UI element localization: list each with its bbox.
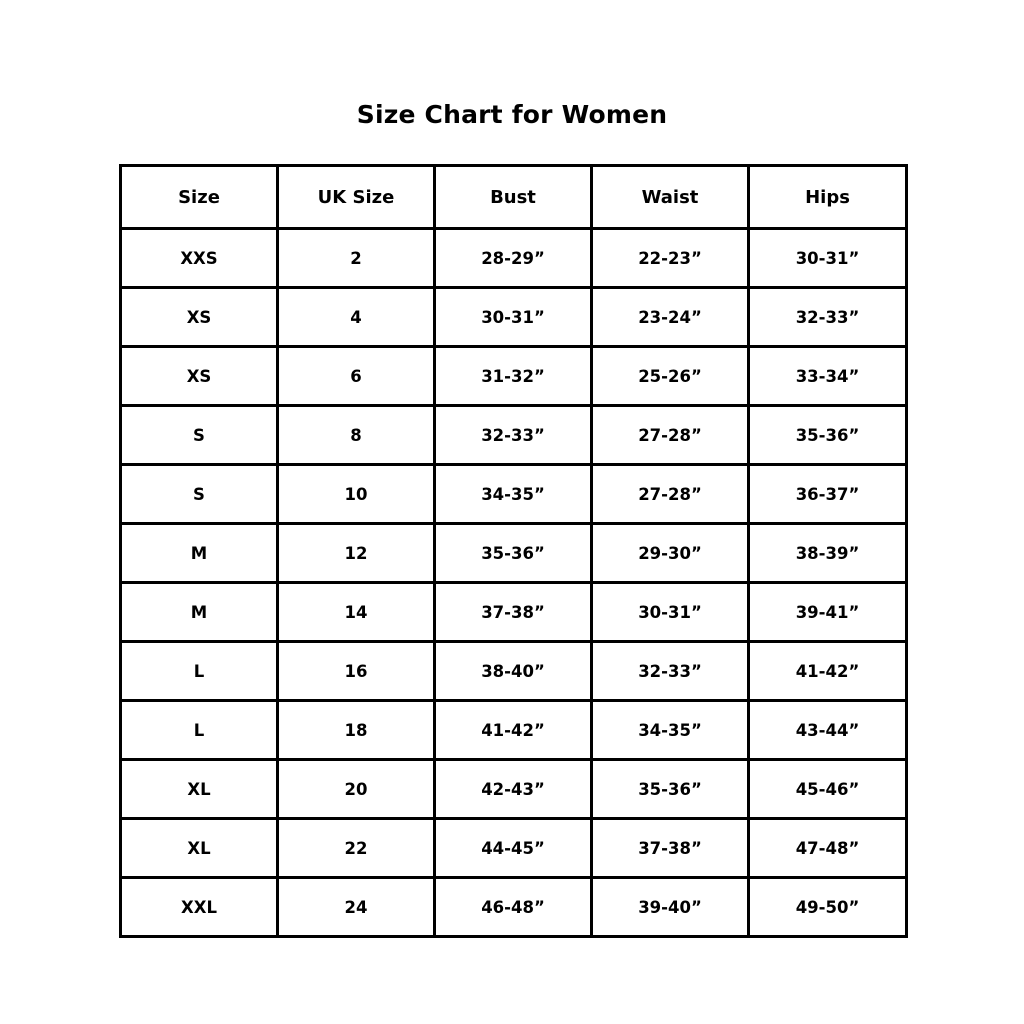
- cell-size: M: [121, 583, 278, 642]
- cell-size: XL: [121, 760, 278, 819]
- table-row: [121, 465, 907, 524]
- cell-uk-size: 24: [278, 878, 435, 937]
- size-chart-table: [119, 164, 908, 938]
- cell-size: XXL: [121, 878, 278, 937]
- cell-uk-size: 8: [278, 406, 435, 465]
- cell-waist: 25-26”: [592, 347, 749, 406]
- cell-bust: 30-31”: [435, 288, 592, 347]
- cell-bust: 41-42”: [435, 701, 592, 760]
- cell-size: M: [121, 524, 278, 583]
- cell-hips: 33-34”: [749, 347, 907, 406]
- table-row: [121, 583, 907, 642]
- cell-waist: 22-23”: [592, 229, 749, 288]
- table-row: [121, 642, 907, 701]
- cell-bust: 37-38”: [435, 583, 592, 642]
- cell-hips: 30-31”: [749, 229, 907, 288]
- column-header-uk-size: UK Size: [278, 166, 435, 229]
- column-header-size: Size: [121, 166, 278, 229]
- cell-waist: 39-40”: [592, 878, 749, 937]
- cell-uk-size: 16: [278, 642, 435, 701]
- cell-size: XS: [121, 288, 278, 347]
- cell-waist: 23-24”: [592, 288, 749, 347]
- cell-bust: 44-45”: [435, 819, 592, 878]
- cell-hips: 47-48”: [749, 819, 907, 878]
- cell-hips: 35-36”: [749, 406, 907, 465]
- cell-waist: 37-38”: [592, 819, 749, 878]
- cell-waist: 29-30”: [592, 524, 749, 583]
- cell-waist: 30-31”: [592, 583, 749, 642]
- cell-uk-size: 6: [278, 347, 435, 406]
- cell-hips: 32-33”: [749, 288, 907, 347]
- table-row: [121, 760, 907, 819]
- cell-size: XS: [121, 347, 278, 406]
- cell-bust: 35-36”: [435, 524, 592, 583]
- cell-bust: 46-48”: [435, 878, 592, 937]
- table-body: [121, 229, 907, 937]
- table-row: [121, 524, 907, 583]
- cell-waist: 32-33”: [592, 642, 749, 701]
- cell-uk-size: 12: [278, 524, 435, 583]
- cell-uk-size: 14: [278, 583, 435, 642]
- cell-size: L: [121, 642, 278, 701]
- page-title: Size Chart for Women: [356, 100, 668, 129]
- cell-uk-size: 10: [278, 465, 435, 524]
- column-header-waist: Waist: [592, 166, 749, 229]
- table-row: [121, 229, 907, 288]
- size-chart-table-wrapper: [119, 164, 905, 938]
- cell-size: L: [121, 701, 278, 760]
- cell-uk-size: 2: [278, 229, 435, 288]
- cell-uk-size: 4: [278, 288, 435, 347]
- cell-uk-size: 18: [278, 701, 435, 760]
- cell-size: S: [121, 406, 278, 465]
- cell-waist: 27-28”: [592, 465, 749, 524]
- cell-bust: 34-35”: [435, 465, 592, 524]
- table-row: [121, 878, 907, 937]
- cell-bust: 32-33”: [435, 406, 592, 465]
- table-header-row: [121, 166, 907, 229]
- table-row: [121, 288, 907, 347]
- cell-hips: 41-42”: [749, 642, 907, 701]
- cell-hips: 36-37”: [749, 465, 907, 524]
- cell-size: XXS: [121, 229, 278, 288]
- cell-bust: 31-32”: [435, 347, 592, 406]
- cell-size: XL: [121, 819, 278, 878]
- cell-bust: 42-43”: [435, 760, 592, 819]
- column-header-hips: Hips: [749, 166, 907, 229]
- table-row: [121, 701, 907, 760]
- cell-size: S: [121, 465, 278, 524]
- cell-hips: 45-46”: [749, 760, 907, 819]
- table-header: [121, 166, 907, 229]
- cell-bust: 38-40”: [435, 642, 592, 701]
- column-header-bust: Bust: [435, 166, 592, 229]
- cell-hips: 49-50”: [749, 878, 907, 937]
- table-row: [121, 819, 907, 878]
- cell-waist: 27-28”: [592, 406, 749, 465]
- cell-waist: 35-36”: [592, 760, 749, 819]
- cell-hips: 38-39”: [749, 524, 907, 583]
- cell-waist: 34-35”: [592, 701, 749, 760]
- cell-bust: 28-29”: [435, 229, 592, 288]
- cell-hips: 39-41”: [749, 583, 907, 642]
- cell-hips: 43-44”: [749, 701, 907, 760]
- table-row: [121, 406, 907, 465]
- cell-uk-size: 20: [278, 760, 435, 819]
- table-row: [121, 347, 907, 406]
- cell-uk-size: 22: [278, 819, 435, 878]
